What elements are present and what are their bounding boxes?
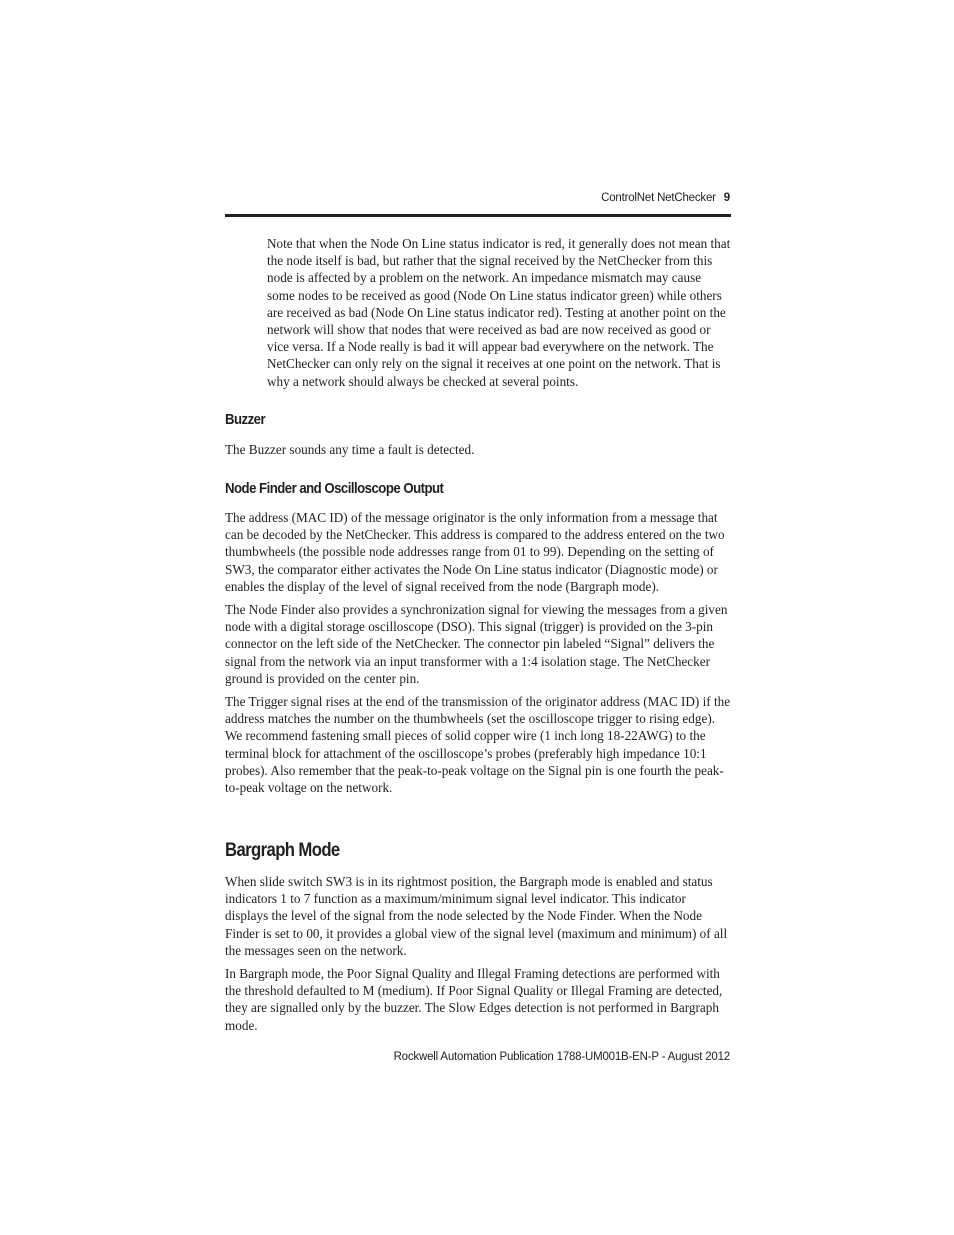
node-finder-paragraph-2: The Node Finder also provides a synchronization signal for viewing the messages from a given node with a digital storage oscilloscope (DSO). This signal (trigger) is provided on the 3-pin connector on the left side of the NetChecker. The connector pin labeled “Signal” delivers the signal from the network via an input transformer with a 1:4 isolation stage. The NetChecker ground is provided on the center pin. — [225, 602, 728, 686]
buzzer-heading: Buzzer — [225, 411, 266, 428]
bargraph-paragraph-2: In Bargraph mode, the Poor Signal Quality and Illegal Framing detections are performed with the threshold defaulted to M (medium). If Poor Signal Quality or Illegal Framing are detected, they are signalled only by the buzzer. The Slow Edges detection is not performed in Bargraph mode. — [225, 966, 723, 1033]
header-title: ControlNet NetChecker — [601, 192, 716, 204]
node-finder-paragraph-3: The Trigger signal rises at the end of the transmission of the originator address (MAC ID) if the address matches the number on the thumbwheels (set the oscilloscope trigger to rising edge). We recommend fastening small pieces of solid copper wire (1 inch long 18-22AWG) to the terminal block for attachment of the oscilloscope’s probes (preferably high impedance 10:1 probes). Also remember that the peak-to-peak voltage on the Signal pin is one fourth the peak-to-peak voltage on the network. — [225, 694, 731, 796]
note-paragraph: Note that when the Node On Line status indicator is red, it generally does not mean that the node itself is bad, but rather that the signal received by the NetChecker from this node is affected by a problem on the network. An impedance mismatch may cause some nodes to be received as good (Node On Line status indicator green) while others are received as bad (Node On Line status indicator red). Testing at another point on the network will show that nodes that were received as bad are now received as good or vice versa. If a Node really is bad it will appear bad everywhere on the network. The NetChecker can only rely on the signal it receives at one point on the network. That is why a network should always be checked at several points. — [267, 236, 731, 389]
page-number: 9 — [723, 192, 730, 204]
node-finder-heading: Node Finder and Oscilloscope Output — [225, 480, 444, 497]
header-rule — [225, 214, 731, 217]
bargraph-paragraph-1: When slide switch SW3 is in its rightmost position, the Bargraph mode is enabled and status indicators 1 to 7 function as a maximum/minimum signal level indicator. This indicator displays the level of the signal from the node selected by the Node Finder. When the Node Finder is set to 00, it provides a global view of the signal level (maximum and minimum) of all the messages seen on the network. — [225, 874, 728, 958]
node-finder-paragraph-1: The address (MAC ID) of the message originator is the only information from a message that can be decoded by the NetChecker. This address is compared to the address entered on the two thumbwheels (the possible node addresses range from 01 to 99). Depending on the setting of SW3, the comparator either activates the Node On Line status indicator (Diagnostic mode) or enables the display of the level of signal received from the node (Bargraph mode). — [225, 510, 725, 594]
bargraph-heading: Bargraph Mode — [225, 840, 340, 861]
footer-publication: Rockwell Automation Publication 1788-UM001B-EN-P - August 2012 — [393, 1051, 730, 1063]
buzzer-paragraph: The Buzzer sounds any time a fault is detected. — [225, 442, 475, 457]
running-header — [226, 192, 730, 204]
